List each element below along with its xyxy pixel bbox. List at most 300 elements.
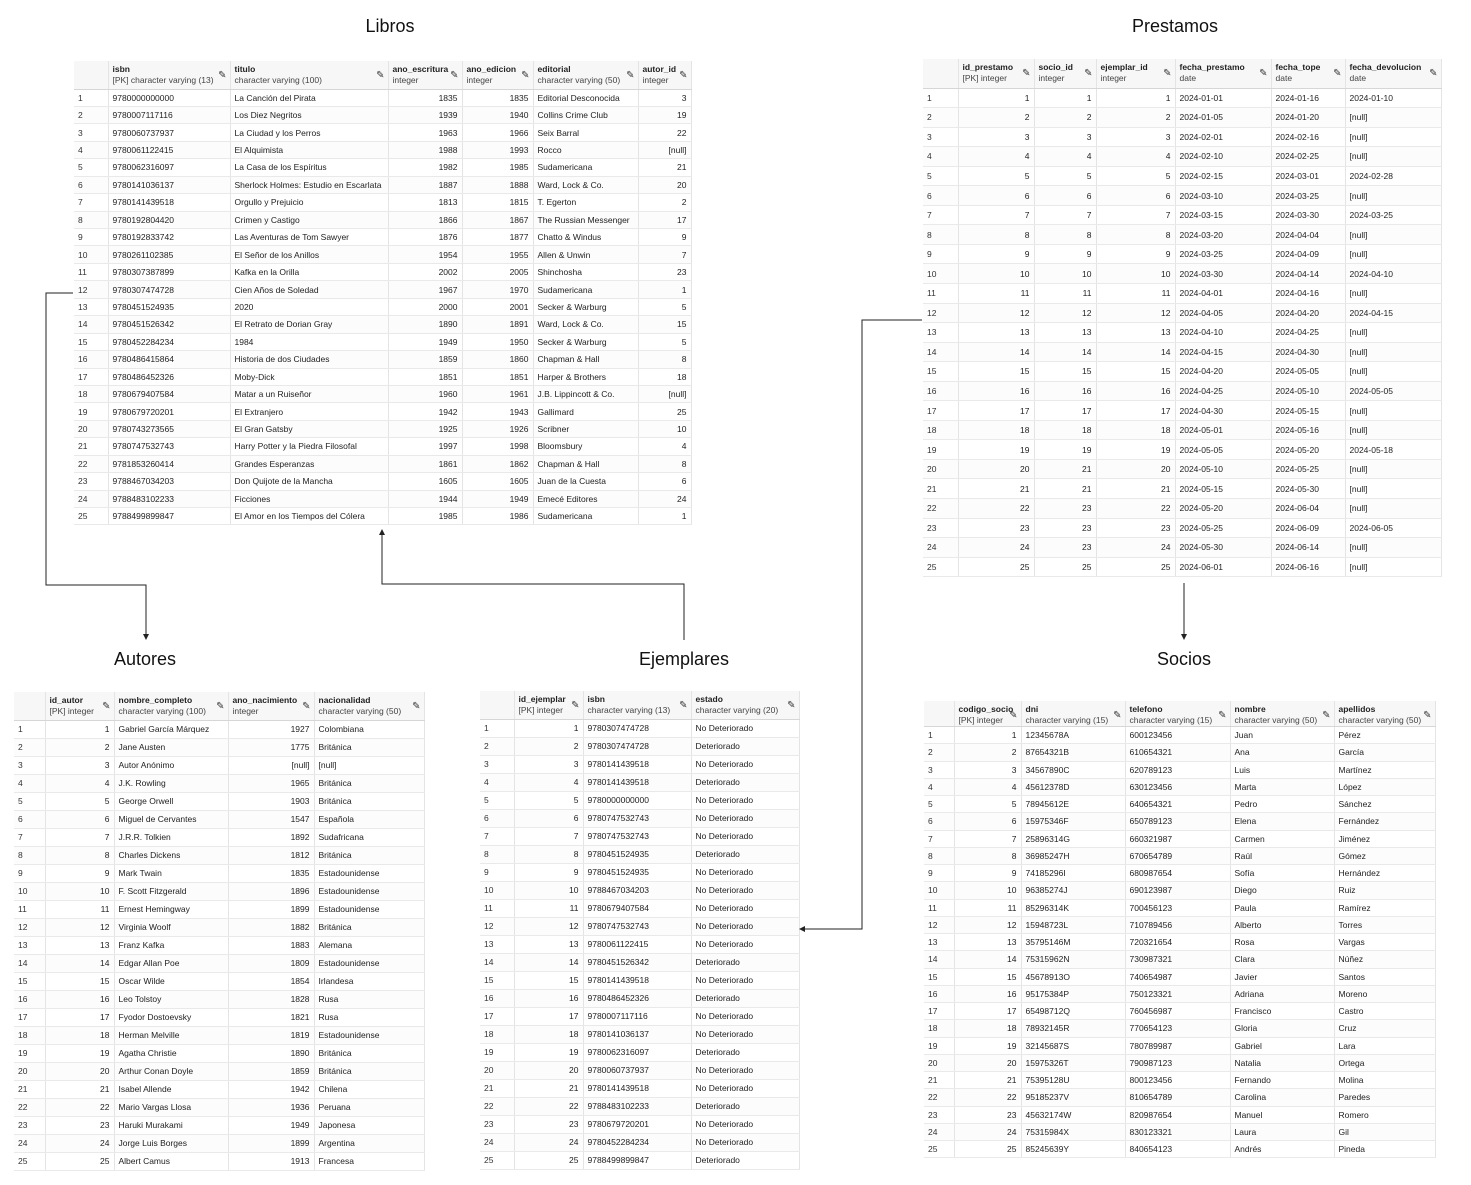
cell-ano-nacimiento[interactable]: 1965 [228, 774, 314, 792]
cell-socio-id[interactable]: 2 [1034, 108, 1096, 128]
cell-editorial[interactable]: Gallimard [533, 403, 638, 420]
cell-ano-nacimiento[interactable]: 1896 [228, 882, 314, 900]
cell-socio-id[interactable]: 7 [1034, 205, 1096, 225]
cell-editorial[interactable]: Scribner [533, 420, 638, 437]
cell-ano-edicion[interactable]: 1815 [462, 194, 533, 211]
cell-titulo[interactable]: Kafka en la Orilla [230, 263, 388, 280]
cell-fecha-prestamo[interactable]: 2024-05-01 [1175, 420, 1271, 440]
cell-ano-edicion[interactable]: 2005 [462, 263, 533, 280]
cell-id-ejemplar[interactable]: 11 [514, 899, 583, 917]
cell-fecha-devolucion[interactable]: [null] [1345, 479, 1441, 499]
cell-fecha-tope[interactable]: 2024-04-25 [1271, 323, 1345, 343]
cell-ano-nacimiento[interactable]: 1854 [228, 972, 314, 990]
cell-apellidos[interactable]: Gómez [1334, 847, 1435, 864]
cell-fecha-tope[interactable]: 2024-04-30 [1271, 342, 1345, 362]
cell-socio-id[interactable]: 12 [1034, 303, 1096, 323]
cell-nombre[interactable]: Carmen [1230, 830, 1334, 847]
cell-apellidos[interactable]: López [1334, 778, 1435, 795]
cell-isbn[interactable]: 9780060737937 [108, 124, 230, 141]
cell-nacionalidad[interactable]: Británica [314, 738, 424, 756]
cell-nombre-completo[interactable]: Mario Vargas Llosa [114, 1098, 228, 1116]
cell-isbn[interactable]: 9780061122415 [108, 141, 230, 158]
cell-fecha-prestamo[interactable]: 2024-01-05 [1175, 108, 1271, 128]
cell-id-prestamo[interactable]: 8 [958, 225, 1034, 245]
cell-isbn[interactable]: 9780307387899 [108, 263, 230, 280]
cell-id-ejemplar[interactable]: 17 [514, 1007, 583, 1025]
cell-id-autor[interactable]: 5 [45, 792, 114, 810]
cell-fecha-tope[interactable]: 2024-02-16 [1271, 127, 1345, 147]
cell-nombre[interactable]: Gloria [1230, 1020, 1334, 1037]
cell-ejemplar-id[interactable]: 20 [1096, 459, 1175, 479]
cell-ejemplar-id[interactable]: 12 [1096, 303, 1175, 323]
cell-ano-escritura[interactable]: 1939 [388, 106, 462, 123]
edit-pencil-icon[interactable]: ✎ [1022, 68, 1031, 79]
cell-ano-escritura[interactable]: 1876 [388, 229, 462, 246]
cell-fecha-prestamo[interactable]: 2024-04-20 [1175, 362, 1271, 382]
cell-autor-id[interactable]: 8 [638, 455, 691, 472]
cell-editorial[interactable]: J.B. Lippincott & Co. [533, 385, 638, 402]
edit-pencil-icon[interactable]: ✎ [787, 700, 796, 711]
edit-pencil-icon[interactable]: ✎ [1333, 68, 1342, 79]
cell-apellidos[interactable]: Pérez [1334, 727, 1435, 744]
cell-ano-edicion[interactable]: 1851 [462, 368, 533, 385]
cell-codigo-socio[interactable]: 22 [954, 1089, 1021, 1106]
cell-nacionalidad[interactable]: Alemana [314, 936, 424, 954]
cell-socio-id[interactable]: 4 [1034, 147, 1096, 167]
cell-nombre[interactable]: Clara [1230, 951, 1334, 968]
cell-estado[interactable]: No Deteriorado [691, 809, 799, 827]
cell-ejemplar-id[interactable]: 5 [1096, 166, 1175, 186]
cell-titulo[interactable]: Cien Años de Soledad [230, 281, 388, 298]
cell-estado[interactable]: Deteriorado [691, 737, 799, 755]
cell-autor-id[interactable]: 15 [638, 316, 691, 333]
cell-fecha-tope[interactable]: 2024-04-16 [1271, 283, 1345, 303]
cell-fecha-devolucion[interactable]: 2024-06-05 [1345, 518, 1441, 538]
cell-nacionalidad[interactable]: Francesa [314, 1152, 424, 1170]
cell-fecha-tope[interactable]: 2024-06-16 [1271, 557, 1345, 577]
cell-id-prestamo[interactable]: 22 [958, 498, 1034, 518]
cell-isbn[interactable]: 9780141439518 [583, 1079, 691, 1097]
cell-isbn[interactable]: 9780061122415 [583, 935, 691, 953]
cell-isbn[interactable]: 9780486452326 [108, 368, 230, 385]
cell-fecha-prestamo[interactable]: 2024-04-30 [1175, 401, 1271, 421]
cell-id-ejemplar[interactable]: 19 [514, 1043, 583, 1061]
cell-telefono[interactable]: 690123987 [1125, 882, 1230, 899]
cell-estado[interactable]: No Deteriorado [691, 719, 799, 737]
edit-pencil-icon[interactable]: ✎ [1009, 710, 1018, 721]
cell-telefono[interactable]: 750123321 [1125, 985, 1230, 1002]
cell-isbn[interactable]: 9780747532743 [583, 917, 691, 935]
cell-isbn[interactable]: 9788467034203 [583, 881, 691, 899]
cell-isbn[interactable]: 9780062316097 [583, 1043, 691, 1061]
cell-ejemplar-id[interactable]: 17 [1096, 401, 1175, 421]
cell-editorial[interactable]: Seix Barral [533, 124, 638, 141]
cell-fecha-prestamo[interactable]: 2024-04-25 [1175, 381, 1271, 401]
cell-nombre-completo[interactable]: Edgar Allan Poe [114, 954, 228, 972]
cell-titulo[interactable]: Moby-Dick [230, 368, 388, 385]
cell-isbn[interactable]: 9780141036137 [583, 1025, 691, 1043]
cell-isbn[interactable]: 9788483102233 [108, 490, 230, 507]
cell-editorial[interactable]: Emecé Editores [533, 490, 638, 507]
cell-codigo-socio[interactable]: 1 [954, 727, 1021, 744]
cell-titulo[interactable]: 1984 [230, 333, 388, 350]
cell-fecha-devolucion[interactable]: 2024-05-05 [1345, 381, 1441, 401]
cell-editorial[interactable]: Collins Crime Club [533, 106, 638, 123]
cell-ano-escritura[interactable]: 1859 [388, 351, 462, 368]
cell-isbn[interactable]: 9780062316097 [108, 159, 230, 176]
cell-nacionalidad[interactable]: Japonesa [314, 1116, 424, 1134]
cell-fecha-devolucion[interactable]: [null] [1345, 244, 1441, 264]
cell-nombre-completo[interactable]: Arthur Conan Doyle [114, 1062, 228, 1080]
cell-nacionalidad[interactable]: Sudafricana [314, 828, 424, 846]
cell-nacionalidad[interactable]: Británica [314, 846, 424, 864]
cell-nombre[interactable]: Manuel [1230, 1106, 1334, 1123]
cell-nombre-completo[interactable]: F. Scott Fitzgerald [114, 882, 228, 900]
cell-telefono[interactable]: 600123456 [1125, 727, 1230, 744]
cell-nombre-completo[interactable]: Miguel de Cervantes [114, 810, 228, 828]
edit-pencil-icon[interactable]: ✎ [216, 701, 225, 712]
cell-editorial[interactable]: Chapman & Hall [533, 455, 638, 472]
cell-estado[interactable]: Deteriorado [691, 989, 799, 1007]
cell-id-autor[interactable]: 18 [45, 1026, 114, 1044]
cell-estado[interactable]: No Deteriorado [691, 791, 799, 809]
cell-id-autor[interactable]: 3 [45, 756, 114, 774]
cell-ejemplar-id[interactable]: 19 [1096, 440, 1175, 460]
cell-dni[interactable]: 95175384P [1021, 985, 1125, 1002]
cell-isbn[interactable]: 9780747532743 [108, 438, 230, 455]
cell-socio-id[interactable]: 15 [1034, 362, 1096, 382]
cell-dni[interactable]: 12345678A [1021, 727, 1125, 744]
cell-editorial[interactable]: Chapman & Hall [533, 351, 638, 368]
cell-nacionalidad[interactable]: Estadounidense [314, 882, 424, 900]
cell-fecha-prestamo[interactable]: 2024-02-10 [1175, 147, 1271, 167]
cell-estado[interactable]: No Deteriorado [691, 1133, 799, 1151]
cell-id-prestamo[interactable]: 17 [958, 401, 1034, 421]
cell-ano-escritura[interactable]: 1866 [388, 211, 462, 228]
cell-id-prestamo[interactable]: 3 [958, 127, 1034, 147]
cell-id-ejemplar[interactable]: 23 [514, 1115, 583, 1133]
cell-ano-edicion[interactable]: 1966 [462, 124, 533, 141]
cell-nombre-completo[interactable]: Franz Kafka [114, 936, 228, 954]
cell-apellidos[interactable]: Jiménez [1334, 830, 1435, 847]
cell-ano-edicion[interactable]: 1867 [462, 211, 533, 228]
cell-autor-id[interactable]: 24 [638, 490, 691, 507]
cell-socio-id[interactable]: 13 [1034, 323, 1096, 343]
cell-socio-id[interactable]: 17 [1034, 401, 1096, 421]
cell-nombre-completo[interactable]: Mark Twain [114, 864, 228, 882]
cell-dni[interactable]: 45612378D [1021, 778, 1125, 795]
cell-fecha-devolucion[interactable]: [null] [1345, 108, 1441, 128]
cell-codigo-socio[interactable]: 20 [954, 1054, 1021, 1071]
cell-editorial[interactable]: Secker & Warburg [533, 298, 638, 315]
cell-fecha-devolucion[interactable]: 2024-02-28 [1345, 166, 1441, 186]
cell-fecha-devolucion[interactable]: [null] [1345, 401, 1441, 421]
cell-id-prestamo[interactable]: 13 [958, 323, 1034, 343]
cell-autor-id[interactable]: 7 [638, 246, 691, 263]
cell-fecha-tope[interactable]: 2024-04-20 [1271, 303, 1345, 323]
cell-id-autor[interactable]: 15 [45, 972, 114, 990]
cell-autor-id[interactable]: [null] [638, 385, 691, 402]
cell-nombre-completo[interactable]: Agatha Christie [114, 1044, 228, 1062]
cell-id-ejemplar[interactable]: 14 [514, 953, 583, 971]
edit-pencil-icon[interactable]: ✎ [1259, 68, 1268, 79]
cell-isbn[interactable]: 9780007117116 [583, 1007, 691, 1025]
cell-estado[interactable]: Deteriorado [691, 953, 799, 971]
cell-telefono[interactable]: 700456123 [1125, 899, 1230, 916]
cell-fecha-prestamo[interactable]: 2024-04-10 [1175, 323, 1271, 343]
cell-isbn[interactable]: 9780000000000 [108, 89, 230, 106]
cell-ano-escritura[interactable]: 2000 [388, 298, 462, 315]
cell-ano-edicion[interactable]: 1949 [462, 490, 533, 507]
cell-fecha-devolucion[interactable]: 2024-04-15 [1345, 303, 1441, 323]
cell-autor-id[interactable]: 23 [638, 263, 691, 280]
cell-ejemplar-id[interactable]: 1 [1096, 88, 1175, 108]
cell-telefono[interactable]: 820987654 [1125, 1106, 1230, 1123]
cell-fecha-tope[interactable]: 2024-05-30 [1271, 479, 1345, 499]
cell-telefono[interactable]: 800123456 [1125, 1072, 1230, 1089]
cell-nacionalidad[interactable]: Estadounidense [314, 954, 424, 972]
cell-nacionalidad[interactable]: Estadounidense [314, 900, 424, 918]
cell-id-ejemplar[interactable]: 13 [514, 935, 583, 953]
cell-ejemplar-id[interactable]: 18 [1096, 420, 1175, 440]
cell-apellidos[interactable]: García [1334, 744, 1435, 761]
cell-ano-nacimiento[interactable]: 1949 [228, 1116, 314, 1134]
cell-fecha-prestamo[interactable]: 2024-03-20 [1175, 225, 1271, 245]
cell-editorial[interactable]: Chatto & Windus [533, 229, 638, 246]
cell-ano-escritura[interactable]: 1988 [388, 141, 462, 158]
cell-apellidos[interactable]: Vargas [1334, 934, 1435, 951]
cell-editorial[interactable]: Rocco [533, 141, 638, 158]
cell-ano-escritura[interactable]: 1954 [388, 246, 462, 263]
cell-id-prestamo[interactable]: 1 [958, 88, 1034, 108]
cell-codigo-socio[interactable]: 9 [954, 865, 1021, 882]
edit-pencil-icon[interactable]: ✎ [626, 70, 635, 81]
cell-dni[interactable]: 85245639Y [1021, 1141, 1125, 1158]
cell-id-autor[interactable]: 4 [45, 774, 114, 792]
cell-titulo[interactable]: Ficciones [230, 490, 388, 507]
cell-autor-id[interactable]: [null] [638, 141, 691, 158]
cell-editorial[interactable]: Bloomsbury [533, 438, 638, 455]
cell-estado[interactable]: No Deteriorado [691, 863, 799, 881]
cell-id-ejemplar[interactable]: 21 [514, 1079, 583, 1097]
cell-titulo[interactable]: Los Diez Negritos [230, 106, 388, 123]
cell-ejemplar-id[interactable]: 14 [1096, 342, 1175, 362]
cell-apellidos[interactable]: Cruz [1334, 1020, 1435, 1037]
cell-id-prestamo[interactable]: 16 [958, 381, 1034, 401]
cell-dni[interactable]: 85296314K [1021, 899, 1125, 916]
cell-telefono[interactable]: 610654321 [1125, 744, 1230, 761]
cell-fecha-tope[interactable]: 2024-06-14 [1271, 538, 1345, 558]
cell-socio-id[interactable]: 6 [1034, 186, 1096, 206]
cell-codigo-socio[interactable]: 7 [954, 830, 1021, 847]
cell-socio-id[interactable]: 11 [1034, 283, 1096, 303]
cell-ejemplar-id[interactable]: 3 [1096, 127, 1175, 147]
cell-telefono[interactable]: 810654789 [1125, 1089, 1230, 1106]
cell-isbn[interactable]: 9788499899847 [583, 1151, 691, 1169]
cell-isbn[interactable]: 9788467034203 [108, 473, 230, 490]
cell-id-ejemplar[interactable]: 15 [514, 971, 583, 989]
cell-nombre[interactable]: Luis [1230, 761, 1334, 778]
cell-isbn[interactable]: 9780743273565 [108, 420, 230, 437]
cell-estado[interactable]: Deteriorado [691, 1097, 799, 1115]
cell-ano-edicion[interactable]: 1970 [462, 281, 533, 298]
cell-telefono[interactable]: 640654321 [1125, 796, 1230, 813]
edit-pencil-icon[interactable]: ✎ [1084, 68, 1093, 79]
cell-editorial[interactable]: Sudamericana [533, 508, 638, 525]
cell-autor-id[interactable]: 8 [638, 351, 691, 368]
cell-dni[interactable]: 96385274J [1021, 882, 1125, 899]
cell-codigo-socio[interactable]: 24 [954, 1123, 1021, 1140]
cell-ejemplar-id[interactable]: 6 [1096, 186, 1175, 206]
cell-nombre-completo[interactable]: Herman Melville [114, 1026, 228, 1044]
cell-fecha-prestamo[interactable]: 2024-05-05 [1175, 440, 1271, 460]
cell-ano-nacimiento[interactable]: 1892 [228, 828, 314, 846]
cell-apellidos[interactable]: Santos [1334, 968, 1435, 985]
cell-fecha-prestamo[interactable]: 2024-05-30 [1175, 538, 1271, 558]
edit-pencil-icon[interactable]: ✎ [1322, 710, 1331, 721]
cell-socio-id[interactable]: 14 [1034, 342, 1096, 362]
cell-fecha-tope[interactable]: 2024-05-10 [1271, 381, 1345, 401]
cell-fecha-tope[interactable]: 2024-06-04 [1271, 498, 1345, 518]
cell-isbn[interactable]: 9780747532743 [583, 827, 691, 845]
cell-id-ejemplar[interactable]: 20 [514, 1061, 583, 1079]
cell-fecha-tope[interactable]: 2024-05-25 [1271, 459, 1345, 479]
cell-codigo-socio[interactable]: 21 [954, 1072, 1021, 1089]
cell-id-prestamo[interactable]: 5 [958, 166, 1034, 186]
cell-id-autor[interactable]: 11 [45, 900, 114, 918]
cell-dni[interactable]: 75395128U [1021, 1072, 1125, 1089]
cell-ejemplar-id[interactable]: 16 [1096, 381, 1175, 401]
edit-pencil-icon[interactable]: ✎ [1113, 710, 1122, 721]
cell-codigo-socio[interactable]: 13 [954, 934, 1021, 951]
cell-isbn[interactable]: 9780141439518 [583, 971, 691, 989]
cell-id-autor[interactable]: 7 [45, 828, 114, 846]
cell-nombre-completo[interactable]: Isabel Allende [114, 1080, 228, 1098]
cell-ano-escritura[interactable]: 1887 [388, 176, 462, 193]
cell-id-prestamo[interactable]: 15 [958, 362, 1034, 382]
cell-codigo-socio[interactable]: 25 [954, 1141, 1021, 1158]
cell-socio-id[interactable]: 1 [1034, 88, 1096, 108]
cell-fecha-prestamo[interactable]: 2024-04-01 [1175, 283, 1271, 303]
cell-ano-edicion[interactable]: 1888 [462, 176, 533, 193]
cell-fecha-tope[interactable]: 2024-04-14 [1271, 264, 1345, 284]
cell-id-autor[interactable]: 23 [45, 1116, 114, 1134]
edit-pencil-icon[interactable]: ✎ [102, 701, 111, 712]
cell-ano-edicion[interactable]: 1986 [462, 508, 533, 525]
cell-dni[interactable]: 74185296I [1021, 865, 1125, 882]
cell-titulo[interactable]: Sherlock Holmes: Estudio en Escarlata [230, 176, 388, 193]
edit-pencil-icon[interactable]: ✎ [218, 70, 227, 81]
cell-dni[interactable]: 87654321B [1021, 744, 1125, 761]
cell-fecha-tope[interactable]: 2024-04-04 [1271, 225, 1345, 245]
cell-titulo[interactable]: Grandes Esperanzas [230, 455, 388, 472]
cell-ano-escritura[interactable]: 1605 [388, 473, 462, 490]
cell-apellidos[interactable]: Hernández [1334, 865, 1435, 882]
cell-autor-id[interactable]: 21 [638, 159, 691, 176]
cell-fecha-devolucion[interactable]: 2024-01-10 [1345, 88, 1441, 108]
cell-nacionalidad[interactable]: Británica [314, 774, 424, 792]
cell-apellidos[interactable]: Ortega [1334, 1054, 1435, 1071]
cell-ano-nacimiento[interactable]: 1899 [228, 900, 314, 918]
cell-nombre[interactable]: Rosa [1230, 934, 1334, 951]
cell-autor-id[interactable]: 2 [638, 194, 691, 211]
cell-nombre[interactable]: Ana [1230, 744, 1334, 761]
cell-nombre-completo[interactable]: Haruki Murakami [114, 1116, 228, 1134]
cell-autor-id[interactable]: 25 [638, 403, 691, 420]
cell-fecha-prestamo[interactable]: 2024-03-30 [1175, 264, 1271, 284]
cell-isbn[interactable]: 9780141036137 [108, 176, 230, 193]
edit-pencil-icon[interactable]: ✎ [1163, 68, 1172, 79]
cell-dni[interactable]: 15975326T [1021, 1054, 1125, 1071]
cell-fecha-devolucion[interactable]: [null] [1345, 147, 1441, 167]
cell-isbn[interactable]: 9780307474728 [583, 719, 691, 737]
cell-nacionalidad[interactable]: Argentina [314, 1134, 424, 1152]
cell-nombre[interactable]: Laura [1230, 1123, 1334, 1140]
cell-telefono[interactable]: 660321987 [1125, 830, 1230, 847]
cell-fecha-devolucion[interactable]: [null] [1345, 362, 1441, 382]
cell-id-ejemplar[interactable]: 8 [514, 845, 583, 863]
cell-dni[interactable]: 78932145R [1021, 1020, 1125, 1037]
cell-ano-nacimiento[interactable]: 1821 [228, 1008, 314, 1026]
cell-ano-escritura[interactable]: 1963 [388, 124, 462, 141]
cell-id-autor[interactable]: 12 [45, 918, 114, 936]
cell-id-ejemplar[interactable]: 5 [514, 791, 583, 809]
cell-dni[interactable]: 75315984X [1021, 1123, 1125, 1140]
cell-ejemplar-id[interactable]: 2 [1096, 108, 1175, 128]
cell-fecha-prestamo[interactable]: 2024-04-05 [1175, 303, 1271, 323]
cell-ejemplar-id[interactable]: 8 [1096, 225, 1175, 245]
cell-nombre-completo[interactable]: Ernest Hemingway [114, 900, 228, 918]
cell-dni[interactable]: 15975346F [1021, 813, 1125, 830]
cell-ano-edicion[interactable]: 1993 [462, 141, 533, 158]
cell-ano-nacimiento[interactable]: 1547 [228, 810, 314, 828]
cell-editorial[interactable]: Shinchosha [533, 263, 638, 280]
cell-nombre[interactable]: Francisco [1230, 1003, 1334, 1020]
cell-nombre[interactable]: Elena [1230, 813, 1334, 830]
cell-estado[interactable]: No Deteriorado [691, 755, 799, 773]
cell-isbn[interactable]: 9780747532743 [583, 809, 691, 827]
cell-ano-edicion[interactable]: 1877 [462, 229, 533, 246]
cell-telefono[interactable]: 670654789 [1125, 847, 1230, 864]
cell-editorial[interactable]: Allen & Unwin [533, 246, 638, 263]
cell-ano-nacimiento[interactable]: [null] [228, 756, 314, 774]
cell-autor-id[interactable]: 5 [638, 298, 691, 315]
cell-titulo[interactable]: Orgullo y Prejuicio [230, 194, 388, 211]
cell-ano-escritura[interactable]: 1982 [388, 159, 462, 176]
cell-ano-nacimiento[interactable]: 1809 [228, 954, 314, 972]
cell-nacionalidad[interactable]: Británica [314, 1062, 424, 1080]
cell-id-ejemplar[interactable]: 22 [514, 1097, 583, 1115]
cell-fecha-prestamo[interactable]: 2024-03-10 [1175, 186, 1271, 206]
cell-ano-edicion[interactable]: 1835 [462, 89, 533, 106]
cell-id-ejemplar[interactable]: 7 [514, 827, 583, 845]
cell-id-autor[interactable]: 19 [45, 1044, 114, 1062]
cell-fecha-devolucion[interactable]: [null] [1345, 557, 1441, 577]
cell-ano-escritura[interactable]: 1925 [388, 420, 462, 437]
cell-fecha-tope[interactable]: 2024-01-16 [1271, 88, 1345, 108]
cell-ano-escritura[interactable]: 1851 [388, 368, 462, 385]
cell-titulo[interactable]: El Señor de los Anillos [230, 246, 388, 263]
cell-titulo[interactable]: 2020 [230, 298, 388, 315]
cell-ejemplar-id[interactable]: 24 [1096, 538, 1175, 558]
edit-pencil-icon[interactable]: ✎ [412, 701, 421, 712]
cell-fecha-tope[interactable]: 2024-03-01 [1271, 166, 1345, 186]
edit-pencil-icon[interactable]: ✎ [302, 701, 311, 712]
cell-dni[interactable]: 75315962N [1021, 951, 1125, 968]
cell-autor-id[interactable]: 3 [638, 89, 691, 106]
cell-ano-escritura[interactable]: 1813 [388, 194, 462, 211]
cell-codigo-socio[interactable]: 5 [954, 796, 1021, 813]
